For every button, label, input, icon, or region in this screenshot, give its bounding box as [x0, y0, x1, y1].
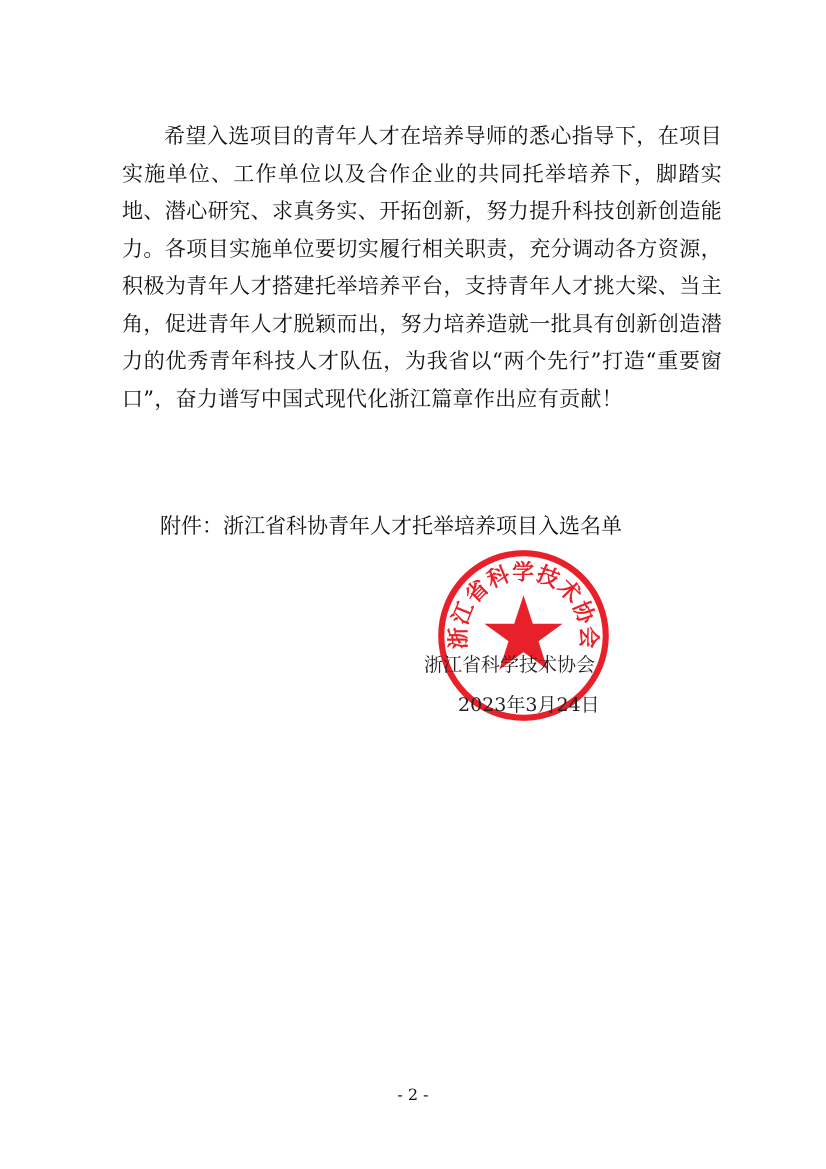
attachment-line: 附件：浙江省科协青年人才托举培养项目入选名单 — [160, 514, 622, 538]
signature-block — [424, 645, 600, 725]
page-number: - 2 - — [397, 1085, 429, 1104]
body-paragraph: 希望入选项目的青年人才在培养导师的悉心指导下，在项目实施单位、工作单位以及合作企业的共同托举培养下，脚踏实地、潜心研究、求真务实、开拓创新，努力提升科技创新创造能力。各项目实施单位要切实履行相关职责，充分调动各方资源，积极为青年人才搭建托举培养平台，支持青年人才挑大梁、当主角，促进青年人才脱颖而出，努力培养造就一批具有创新创造潜力的优秀青年科技人才队伍，为我省以“两个先行”打造“重要窗口”，奋力谱写中国式现代化浙江篇章作出应有贡献！ — [122, 124, 722, 411]
signature-date: 2023年3月24日 — [458, 694, 600, 716]
seal-text: 浙江省科学技术协会 — [446, 560, 601, 650]
signature-organization: 浙江省科学技术协会 — [424, 654, 596, 676]
